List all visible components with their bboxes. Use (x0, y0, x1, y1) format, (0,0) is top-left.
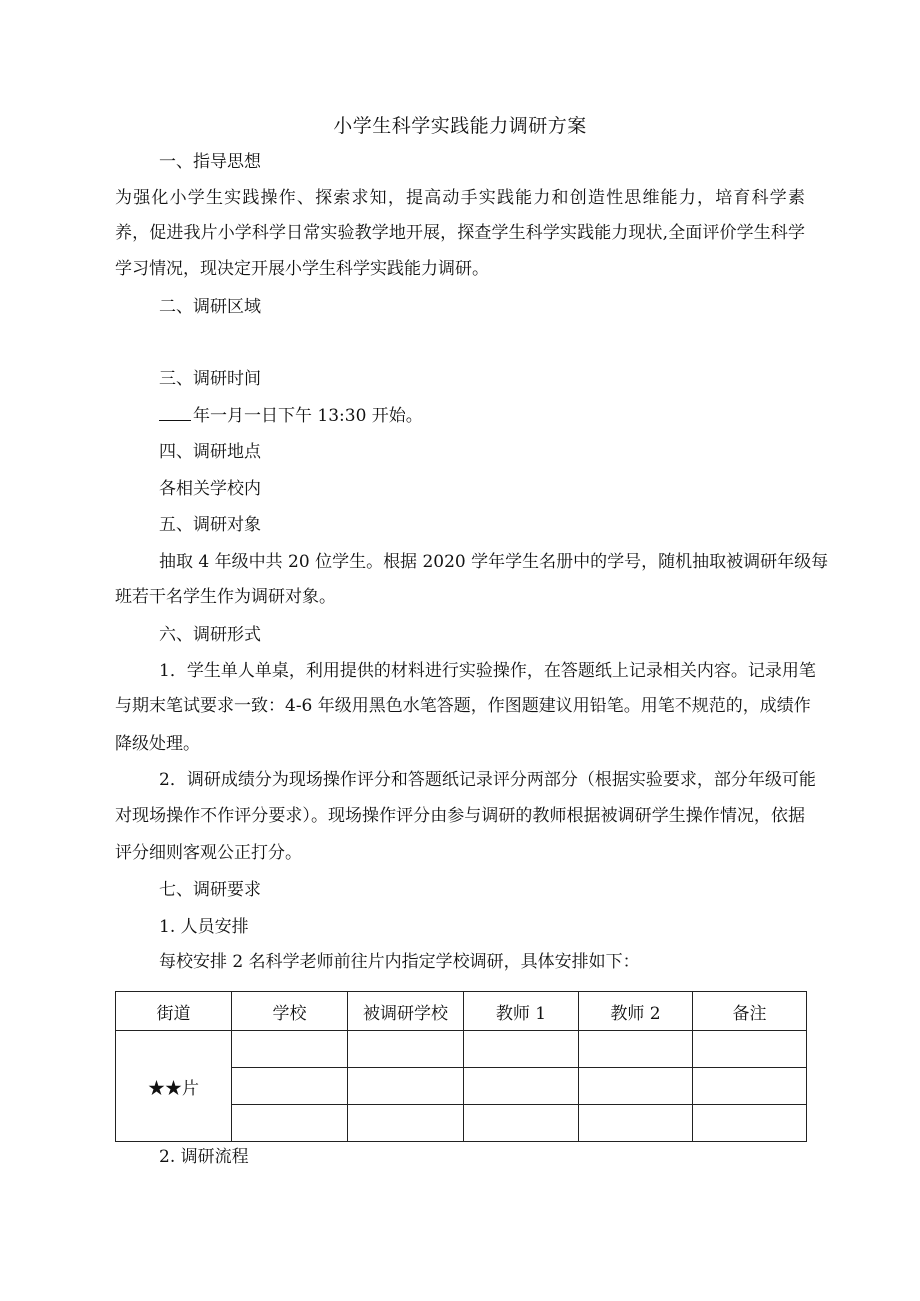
section-6-heading: 六、调研形式 (159, 625, 261, 645)
section-2-heading: 二、调研区域 (159, 297, 261, 317)
table-cell (348, 1068, 464, 1105)
table-cell (348, 1031, 464, 1068)
s1-line-1: 为强化小学生实践操作、探索求知，提高动手实践能力和创造性思维能力，培育科学素 (115, 188, 805, 208)
col-header-teacher-2: 教师 2 (579, 992, 693, 1031)
s4-text: 各相关学校内 (159, 479, 261, 499)
table-cell (693, 1105, 807, 1142)
col-header-surveyed-school: 被调研学校 (348, 992, 464, 1031)
s6-p1-line-1: 1．学生单人单桌，利用提供的材料进行实验操作，在答题纸上记录相关内容。记录用笔 (159, 661, 816, 681)
table-cell (579, 1105, 693, 1142)
s7-sub2: 2. 调研流程 (159, 1147, 249, 1167)
col-header-remarks: 备注 (693, 992, 807, 1031)
table-cell (464, 1031, 579, 1068)
s3-time (159, 405, 423, 427)
district-cell: ★★片 (116, 1031, 232, 1142)
table-row (116, 1031, 807, 1068)
col-header-teacher-1: 教师 1 (464, 992, 579, 1031)
section-7-heading: 七、调研要求 (159, 880, 261, 900)
table-cell (693, 1068, 807, 1105)
table-cell (232, 1068, 348, 1105)
s6-p2-line-2: 对现场操作不作评分要求）。现场操作评分由参与调研的教师根据被调研学生操作情况，依据 (115, 806, 805, 826)
section-1-heading: 一、指导思想 (159, 152, 261, 172)
section-5-heading: 五、调研对象 (159, 515, 261, 535)
section-4-heading: 四、调研地点 (159, 442, 261, 462)
year-blank (159, 406, 191, 421)
s5-line-2: 班若干名学生作为调研对象。 (115, 587, 336, 607)
table-cell (579, 1068, 693, 1105)
table-header-row (116, 992, 807, 1031)
s5-line-1: 抽取 4 年级中共 20 位学生。根据 2020 学年学生名册中的学号，随机抽取被调研年级每 (159, 552, 829, 572)
table-cell (348, 1105, 464, 1142)
s6-p2-line-1: 2．调研成绩分为现场操作评分和答题纸记录评分两部分（根据实验要求，部分年级可能 (159, 770, 816, 790)
s7-sub1-text: 每校安排 2 名科学老师前往片内指定学校调研，具体安排如下： (159, 952, 640, 972)
s6-p1-line-2: 与期末笔试要求一致：4-6 年级用黑色水笔答题，作图题建议用铅笔。用笔不规范的，成绩作 (115, 696, 811, 716)
staff-arrangement-table (115, 991, 807, 1142)
s6-p2-line-3: 评分细则客观公正打分。 (115, 843, 302, 863)
section-3-heading: 三、调研时间 (159, 369, 261, 389)
table-cell (232, 1105, 348, 1142)
s6-p1-line-3: 降级处理。 (115, 734, 200, 754)
table-cell (232, 1031, 348, 1068)
s1-line-2: 养，促进我片小学科学日常实验教学地开展，探查学生科学实践能力现状,全面评价学生科学 (115, 223, 805, 243)
page-title: 小学生科学实践能力调研方案 (333, 115, 587, 137)
table-cell (464, 1105, 579, 1142)
col-header-school: 学校 (232, 992, 348, 1031)
s7-sub1: 1. 人员安排 (159, 917, 249, 937)
col-header-street: 街道 (116, 992, 232, 1031)
table-cell (464, 1068, 579, 1105)
table-cell (579, 1031, 693, 1068)
s3-time-text: 年一月一日下午 13:30 开始。 (193, 406, 423, 426)
s1-line-3: 学习情况，现决定开展小学生科学实践能力调研。 (115, 259, 489, 279)
table-cell (693, 1031, 807, 1068)
